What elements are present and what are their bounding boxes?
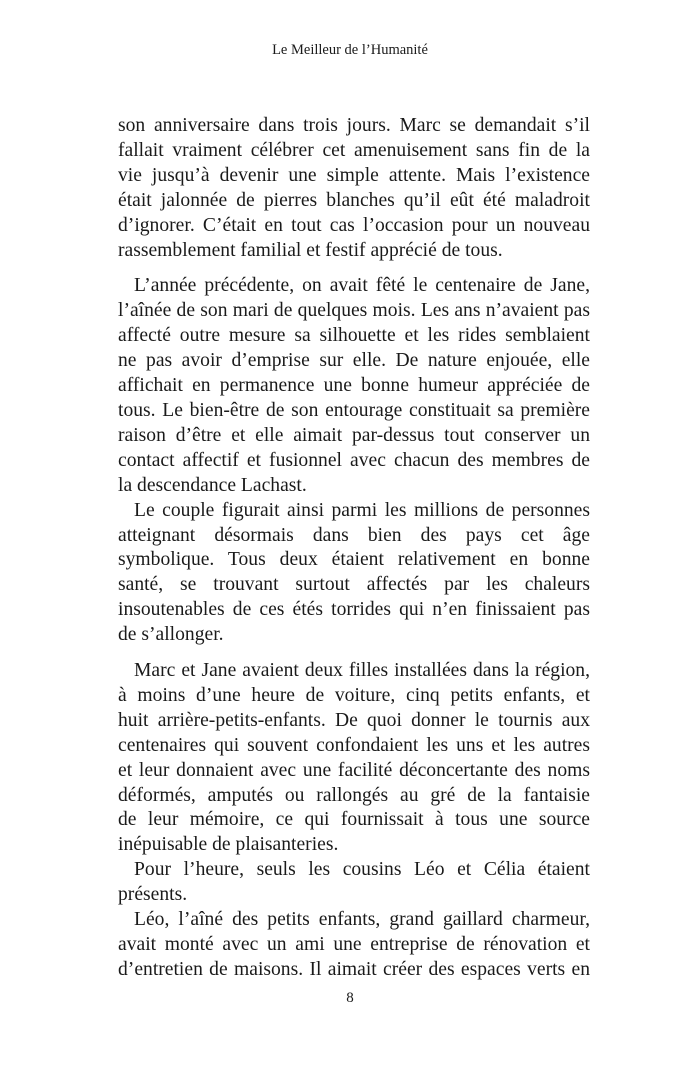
text-line: insoutenables de ces étés torrides qui n’en finissaient pas <box>118 599 590 621</box>
text-line: était jalonnée de pierres blanches qu’il eût été maladroit <box>118 189 590 211</box>
text-line: fallait vraiment célébrer cet amenuisement sans fin de la <box>118 139 590 161</box>
text-line: symbolique. Tous deux étaient relativement en bonne <box>118 549 590 571</box>
text-line: l’aînée de son mari de quelques mois. Les ans n’avaient pas <box>118 300 590 322</box>
text-line: vie jusqu’à devenir une simple attente. Mais l’existence <box>118 164 590 186</box>
text-line: de s’allonger. <box>118 624 224 646</box>
text-line: son anniversaire dans trois jours. Marc se demandait s’il <box>118 115 590 136</box>
text-line: tous. Le bien-être de son entourage constituait sa première <box>118 399 590 421</box>
text-line: ne pas avoir d’emprise sur elle. De nature enjouée, elle <box>118 350 590 372</box>
text-line: Le couple figurait ainsi parmi les millions de personnes <box>134 499 590 521</box>
text-line: affichait en permanence une bonne humeur appréciée de <box>118 375 590 397</box>
text-line: centenaires qui souvent confondaient les uns et les autres <box>118 734 590 756</box>
text-line: L’année précédente, on avait fêté le centenaire de Jane, <box>134 275 590 297</box>
paragraph <box>118 908 590 983</box>
paragraph <box>118 659 590 858</box>
text-line: raison d’être et elle aimait par-dessus tout conserver un <box>118 424 590 446</box>
paragraph <box>118 274 590 498</box>
page-number: 8 <box>346 990 354 1006</box>
text-line: affecté outre mesure sa silhouette et les rides semblaient <box>118 325 590 347</box>
body-text <box>118 114 590 983</box>
text-line: huit arrière-petits-enfants. De quoi donner le tournis aux <box>118 709 590 731</box>
text-line: d’entretien de maisons. Il aimait créer des espaces verts en <box>118 958 590 980</box>
text-line: contact affectif et fusionnel avec chacun des membres de <box>118 449 590 471</box>
text-line: santé, se trouvant surtout affectés par les chaleurs <box>118 574 590 596</box>
text-line: rassemblement familial et festif apprécié de tous. <box>118 239 503 261</box>
text-line: présents. <box>118 884 188 906</box>
text-line: inépuisable de plaisanteries. <box>118 834 339 856</box>
text-line: Marc et Jane avaient deux filles installées dans la région, <box>134 660 590 682</box>
text-line: avait monté avec un ami une entreprise de rénovation et <box>118 934 590 955</box>
text-line: et leur donnaient avec une facilité déconcertante des noms <box>118 759 590 781</box>
paragraph <box>118 114 590 263</box>
text-line: Pour l’heure, seuls les cousins Léo et Célia étaient <box>134 859 590 881</box>
paragraph <box>118 499 590 648</box>
text-line: d’ignorer. C’était en tout cas l’occasion pour un nouveau <box>118 214 590 236</box>
text-line: la descendance Lachast. <box>118 474 307 496</box>
text-line: de leur mémoire, ce qui fournissait à tous une source <box>118 809 590 831</box>
text-line: Léo, l’aîné des petits enfants, grand gaillard charmeur, <box>134 909 590 931</box>
paragraph <box>118 858 590 908</box>
text-line: à moins d’une heure de voiture, cinq petits enfants, et <box>118 684 590 706</box>
text-line: atteignant désormais dans bien des pays cet âge <box>118 524 590 546</box>
text-line: déformés, amputés ou rallongés au gré de la fantaisie <box>118 784 590 806</box>
running-header: Le Meilleur de l’Humanité <box>272 42 428 58</box>
